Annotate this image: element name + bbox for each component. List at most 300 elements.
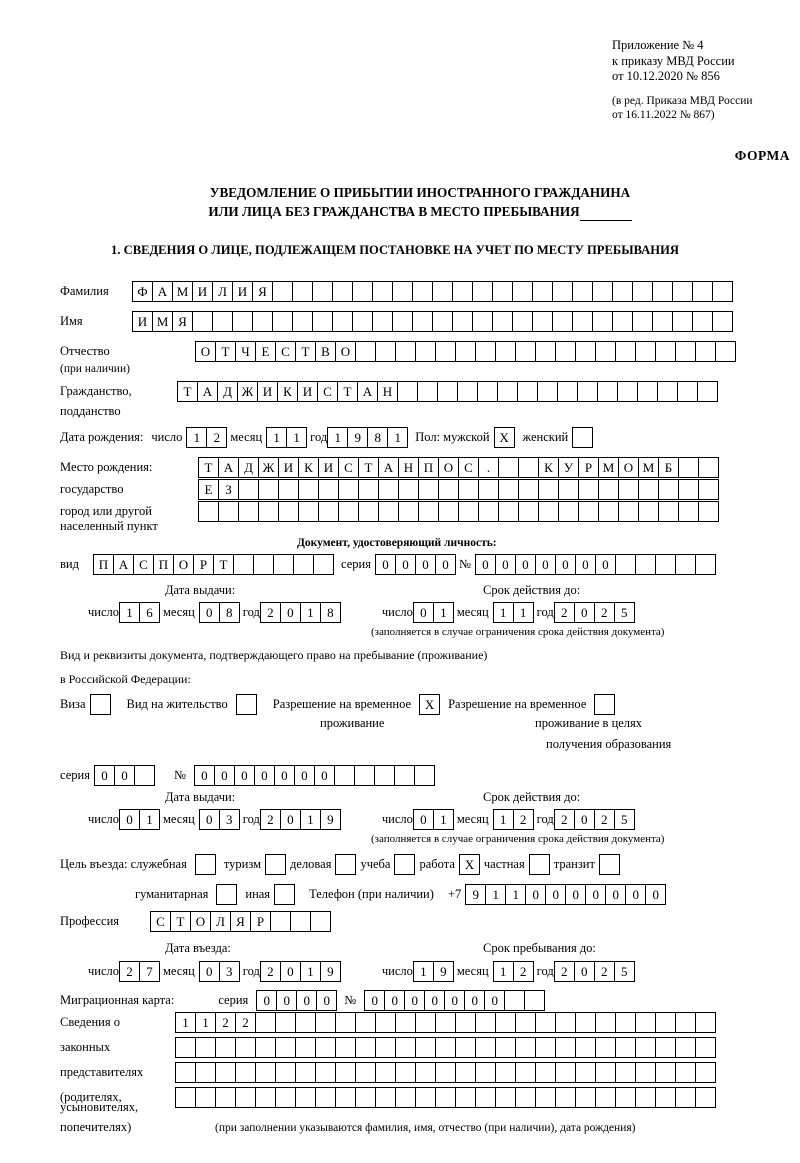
form-cell[interactable]: 5: [614, 602, 635, 623]
form-cell[interactable]: И: [318, 457, 339, 478]
form-cell[interactable]: И: [257, 381, 278, 402]
form-cell[interactable]: О: [335, 341, 356, 362]
form-cell[interactable]: 2: [260, 602, 281, 623]
form-cell[interactable]: 1: [493, 961, 514, 982]
form-cell[interactable]: [235, 1062, 256, 1083]
form-cell[interactable]: 0: [574, 602, 595, 623]
entry-month-cells[interactable]: [199, 961, 239, 982]
legal-rep-cells-row3[interactable]: [175, 1062, 715, 1083]
form-cell[interactable]: [535, 1037, 556, 1058]
form-cell[interactable]: 1: [300, 961, 321, 982]
form-cell[interactable]: [658, 501, 679, 522]
form-cell[interactable]: 0: [645, 884, 666, 905]
form-cell[interactable]: [375, 1062, 396, 1083]
form-cell[interactable]: 2: [594, 602, 615, 623]
form-cell[interactable]: Т: [170, 911, 191, 932]
form-cell[interactable]: [335, 1012, 356, 1033]
form-cell[interactable]: [472, 311, 493, 332]
stay-month-cells[interactable]: [493, 961, 533, 982]
name-cells[interactable]: [132, 311, 732, 332]
form-cell[interactable]: [415, 341, 436, 362]
form-cell[interactable]: Р: [250, 911, 271, 932]
form-cell[interactable]: 2: [554, 602, 575, 623]
form-cell[interactable]: [632, 281, 653, 302]
form-cell[interactable]: 2: [119, 961, 140, 982]
form-cell[interactable]: 0: [435, 554, 456, 575]
form-cell[interactable]: [175, 1087, 196, 1108]
form-cell[interactable]: [278, 501, 299, 522]
form-cell[interactable]: О: [438, 457, 459, 478]
form-cell[interactable]: [598, 479, 619, 500]
form-cell[interactable]: Т: [215, 341, 236, 362]
form-cell[interactable]: [215, 1087, 236, 1108]
form-cell[interactable]: [698, 479, 719, 500]
checkbox-purpose-business[interactable]: [335, 854, 356, 875]
form-cell[interactable]: [592, 281, 613, 302]
form-cell[interactable]: Д: [217, 381, 238, 402]
form-cell[interactable]: 5: [614, 961, 635, 982]
form-cell[interactable]: [438, 479, 459, 500]
form-cell[interactable]: Ч: [235, 341, 256, 362]
form-cell[interactable]: [253, 554, 274, 575]
form-cell[interactable]: [475, 1062, 496, 1083]
form-cell[interactable]: 0: [565, 884, 586, 905]
citizenship-cells[interactable]: [177, 381, 717, 402]
doc-issue-month-cells[interactable]: [199, 602, 239, 623]
birthplace-cells-row2[interactable]: [198, 479, 718, 500]
permit-series-cells[interactable]: [94, 765, 154, 786]
permit-issue-year-cells[interactable]: [260, 809, 340, 830]
form-cell[interactable]: [695, 341, 716, 362]
form-cell[interactable]: [635, 341, 656, 362]
form-cell[interactable]: М: [172, 281, 193, 302]
form-cell[interactable]: [275, 1037, 296, 1058]
form-cell[interactable]: [652, 311, 673, 332]
form-cell[interactable]: Т: [177, 381, 198, 402]
form-cell[interactable]: [698, 501, 719, 522]
form-cell[interactable]: И: [132, 311, 153, 332]
stay-day-cells[interactable]: [413, 961, 453, 982]
form-cell[interactable]: [252, 311, 273, 332]
form-cell[interactable]: [655, 554, 676, 575]
form-cell[interactable]: [678, 501, 699, 522]
phone-cells[interactable]: [465, 884, 665, 905]
form-cell[interactable]: [295, 1062, 316, 1083]
form-cell[interactable]: [577, 381, 598, 402]
form-cell[interactable]: [532, 311, 553, 332]
form-cell[interactable]: [675, 1037, 696, 1058]
checkbox-purpose-humanitarian[interactable]: [216, 884, 237, 905]
form-cell[interactable]: [375, 1087, 396, 1108]
birth-day-cells[interactable]: [186, 427, 226, 448]
form-cell[interactable]: 1: [266, 427, 287, 448]
form-cell[interactable]: З: [218, 479, 239, 500]
form-cell[interactable]: 1: [493, 602, 514, 623]
birthplace-cells-row3[interactable]: [198, 501, 718, 522]
form-cell[interactable]: [435, 1062, 456, 1083]
form-cell[interactable]: [415, 1012, 436, 1033]
form-cell[interactable]: [518, 479, 539, 500]
checkbox-female[interactable]: [572, 427, 593, 448]
form-cell[interactable]: [332, 311, 353, 332]
legal-rep-cells-row2[interactable]: [175, 1037, 715, 1058]
form-cell[interactable]: [595, 1087, 616, 1108]
form-cell[interactable]: Н: [377, 381, 398, 402]
form-cell[interactable]: [595, 1037, 616, 1058]
checkbox-purpose-other[interactable]: [274, 884, 295, 905]
form-cell[interactable]: [437, 381, 458, 402]
doc-number-cells[interactable]: [475, 554, 715, 575]
form-cell[interactable]: [555, 1012, 576, 1033]
form-cell[interactable]: [495, 1062, 516, 1083]
form-cell[interactable]: 9: [320, 809, 341, 830]
form-cell[interactable]: И: [192, 281, 213, 302]
form-cell[interactable]: [292, 281, 313, 302]
form-cell[interactable]: 0: [375, 554, 396, 575]
form-cell[interactable]: 0: [484, 990, 505, 1011]
form-cell[interactable]: К: [298, 457, 319, 478]
form-cell[interactable]: [657, 381, 678, 402]
form-cell[interactable]: 0: [395, 554, 416, 575]
form-cell[interactable]: [655, 1087, 676, 1108]
form-cell[interactable]: [615, 1062, 636, 1083]
form-cell[interactable]: 5: [614, 809, 635, 830]
form-cell[interactable]: 0: [199, 602, 220, 623]
form-cell[interactable]: [518, 501, 539, 522]
form-cell[interactable]: [332, 281, 353, 302]
form-cell[interactable]: Е: [198, 479, 219, 500]
form-cell[interactable]: [572, 281, 593, 302]
form-cell[interactable]: 1: [286, 427, 307, 448]
form-cell[interactable]: [677, 381, 698, 402]
form-cell[interactable]: И: [278, 457, 299, 478]
form-cell[interactable]: [395, 1087, 416, 1108]
form-cell[interactable]: [318, 479, 339, 500]
form-cell[interactable]: [555, 1037, 576, 1058]
form-cell[interactable]: [374, 765, 395, 786]
stay-year-cells[interactable]: [554, 961, 634, 982]
form-cell[interactable]: [672, 311, 693, 332]
form-cell[interactable]: [432, 311, 453, 332]
form-cell[interactable]: 2: [513, 809, 534, 830]
form-cell[interactable]: [515, 1037, 536, 1058]
form-cell[interactable]: [595, 1062, 616, 1083]
form-cell[interactable]: [232, 311, 253, 332]
form-cell[interactable]: О: [618, 457, 639, 478]
form-cell[interactable]: [612, 281, 633, 302]
mcard-number-cells[interactable]: [364, 990, 544, 1011]
form-cell[interactable]: [452, 311, 473, 332]
form-cell[interactable]: 0: [274, 765, 295, 786]
form-cell[interactable]: [615, 1012, 636, 1033]
form-cell[interactable]: [638, 501, 659, 522]
form-cell[interactable]: [412, 281, 433, 302]
form-cell[interactable]: [652, 281, 673, 302]
form-cell[interactable]: 0: [413, 602, 434, 623]
form-cell[interactable]: [575, 1037, 596, 1058]
form-cell[interactable]: [392, 281, 413, 302]
form-cell[interactable]: [318, 501, 339, 522]
doc-series-cells[interactable]: [375, 554, 455, 575]
form-cell[interactable]: [555, 341, 576, 362]
form-cell[interactable]: [195, 1037, 216, 1058]
form-cell[interactable]: [295, 1012, 316, 1033]
permit-valid-month-cells[interactable]: [493, 809, 533, 830]
form-cell[interactable]: [492, 311, 513, 332]
form-cell[interactable]: [338, 479, 359, 500]
form-cell[interactable]: 0: [404, 990, 425, 1011]
form-cell[interactable]: [477, 381, 498, 402]
form-cell[interactable]: [475, 1037, 496, 1058]
form-cell[interactable]: 0: [525, 884, 546, 905]
doc-valid-month-cells[interactable]: [493, 602, 533, 623]
checkbox-purpose-transit[interactable]: [599, 854, 620, 875]
form-cell[interactable]: К: [277, 381, 298, 402]
form-cell[interactable]: [578, 479, 599, 500]
form-cell[interactable]: 0: [415, 554, 436, 575]
form-cell[interactable]: [398, 501, 419, 522]
form-cell[interactable]: А: [218, 457, 239, 478]
form-cell[interactable]: [615, 1037, 636, 1058]
form-cell[interactable]: 2: [215, 1012, 236, 1033]
form-cell[interactable]: Т: [213, 554, 234, 575]
form-cell[interactable]: 0: [384, 990, 405, 1011]
form-cell[interactable]: [478, 501, 499, 522]
form-cell[interactable]: [235, 1087, 256, 1108]
form-cell[interactable]: [438, 501, 459, 522]
form-cell[interactable]: [617, 381, 638, 402]
form-cell[interactable]: 0: [280, 809, 301, 830]
form-cell[interactable]: С: [275, 341, 296, 362]
form-cell[interactable]: [218, 501, 239, 522]
form-cell[interactable]: [495, 1087, 516, 1108]
form-cell[interactable]: 0: [585, 884, 606, 905]
form-cell[interactable]: 0: [234, 765, 255, 786]
form-cell[interactable]: [504, 990, 525, 1011]
form-cell[interactable]: М: [152, 311, 173, 332]
form-cell[interactable]: О: [195, 341, 216, 362]
form-cell[interactable]: [355, 1087, 376, 1108]
form-cell[interactable]: 1: [513, 602, 534, 623]
form-cell[interactable]: Ж: [237, 381, 258, 402]
form-cell[interactable]: [615, 554, 636, 575]
form-cell[interactable]: А: [357, 381, 378, 402]
patronymic-cells[interactable]: [195, 341, 735, 362]
form-cell[interactable]: [255, 1012, 276, 1033]
form-cell[interactable]: [475, 1087, 496, 1108]
form-cell[interactable]: 2: [594, 809, 615, 830]
legal-rep-cells-row4[interactable]: [175, 1087, 715, 1108]
form-cell[interactable]: [678, 479, 699, 500]
form-cell[interactable]: [655, 1037, 676, 1058]
form-cell[interactable]: 8: [320, 602, 341, 623]
birth-month-cells[interactable]: [266, 427, 306, 448]
form-cell[interactable]: [538, 501, 559, 522]
checkbox-residence[interactable]: [236, 694, 257, 715]
entry-day-cells[interactable]: [119, 961, 159, 982]
form-cell[interactable]: 2: [260, 809, 281, 830]
form-cell[interactable]: [575, 1087, 596, 1108]
form-cell[interactable]: [635, 1087, 656, 1108]
form-cell[interactable]: 0: [296, 990, 317, 1011]
form-cell[interactable]: [435, 1087, 456, 1108]
form-cell[interactable]: [354, 765, 375, 786]
form-cell[interactable]: [458, 501, 479, 522]
form-cell[interactable]: [537, 381, 558, 402]
form-cell[interactable]: Р: [193, 554, 214, 575]
form-cell[interactable]: [575, 341, 596, 362]
form-cell[interactable]: [352, 281, 373, 302]
form-cell[interactable]: [632, 311, 653, 332]
form-cell[interactable]: 1: [433, 809, 454, 830]
form-cell[interactable]: [495, 1012, 516, 1033]
form-cell[interactable]: [472, 281, 493, 302]
form-cell[interactable]: 0: [314, 765, 335, 786]
form-cell[interactable]: [535, 1087, 556, 1108]
form-cell[interactable]: Ж: [258, 457, 279, 478]
form-cell[interactable]: [675, 1087, 696, 1108]
form-cell[interactable]: [298, 479, 319, 500]
form-cell[interactable]: [352, 311, 373, 332]
form-cell[interactable]: [575, 1012, 596, 1033]
form-cell[interactable]: [175, 1037, 196, 1058]
form-cell[interactable]: [698, 457, 719, 478]
form-cell[interactable]: Ф: [132, 281, 153, 302]
form-cell[interactable]: П: [418, 457, 439, 478]
form-cell[interactable]: 0: [119, 809, 140, 830]
form-cell[interactable]: [215, 1037, 236, 1058]
form-cell[interactable]: [258, 501, 279, 522]
form-cell[interactable]: [658, 479, 679, 500]
form-cell[interactable]: 0: [555, 554, 576, 575]
form-cell[interactable]: [395, 1012, 416, 1033]
form-cell[interactable]: С: [458, 457, 479, 478]
form-cell[interactable]: 0: [114, 765, 135, 786]
mcard-series-cells[interactable]: [256, 990, 336, 1011]
permit-valid-year-cells[interactable]: [554, 809, 634, 830]
form-cell[interactable]: [255, 1087, 276, 1108]
form-cell[interactable]: [637, 381, 658, 402]
form-cell[interactable]: [612, 311, 633, 332]
form-cell[interactable]: [255, 1037, 276, 1058]
checkbox-temp-residence[interactable]: Х: [419, 694, 440, 715]
form-cell[interactable]: [435, 1012, 456, 1033]
form-cell[interactable]: [592, 311, 613, 332]
form-cell[interactable]: 9: [320, 961, 341, 982]
form-cell[interactable]: [498, 501, 519, 522]
form-cell[interactable]: [175, 1062, 196, 1083]
form-cell[interactable]: [695, 554, 716, 575]
form-cell[interactable]: [418, 479, 439, 500]
form-cell[interactable]: 1: [387, 427, 408, 448]
form-cell[interactable]: Н: [398, 457, 419, 478]
form-cell[interactable]: [695, 1087, 716, 1108]
form-cell[interactable]: [293, 554, 314, 575]
form-cell[interactable]: В: [315, 341, 336, 362]
form-cell[interactable]: 8: [219, 602, 240, 623]
form-cell[interactable]: 0: [515, 554, 536, 575]
form-cell[interactable]: 0: [214, 765, 235, 786]
form-cell[interactable]: 2: [554, 961, 575, 982]
form-cell[interactable]: [238, 479, 259, 500]
form-cell[interactable]: [572, 311, 593, 332]
form-cell[interactable]: [275, 1062, 296, 1083]
form-cell[interactable]: [355, 1062, 376, 1083]
form-cell[interactable]: 0: [574, 809, 595, 830]
form-cell[interactable]: [275, 1087, 296, 1108]
form-cell[interactable]: [655, 341, 676, 362]
form-cell[interactable]: [258, 479, 279, 500]
form-cell[interactable]: И: [297, 381, 318, 402]
form-cell[interactable]: 0: [444, 990, 465, 1011]
form-cell[interactable]: 6: [139, 602, 160, 623]
form-cell[interactable]: [535, 341, 556, 362]
form-cell[interactable]: М: [598, 457, 619, 478]
form-cell[interactable]: [518, 457, 539, 478]
form-cell[interactable]: 2: [554, 809, 575, 830]
form-cell[interactable]: [278, 479, 299, 500]
form-cell[interactable]: Я: [252, 281, 273, 302]
form-cell[interactable]: 0: [194, 765, 215, 786]
form-cell[interactable]: [315, 1037, 336, 1058]
form-cell[interactable]: [238, 501, 259, 522]
form-cell[interactable]: [275, 1012, 296, 1033]
doc-valid-day-cells[interactable]: [413, 602, 453, 623]
form-cell[interactable]: [512, 281, 533, 302]
form-cell[interactable]: А: [197, 381, 218, 402]
form-cell[interactable]: [295, 1037, 316, 1058]
form-cell[interactable]: [435, 1037, 456, 1058]
form-cell[interactable]: 0: [280, 602, 301, 623]
form-cell[interactable]: [295, 1087, 316, 1108]
form-cell[interactable]: 3: [219, 961, 240, 982]
doc-issue-day-cells[interactable]: [119, 602, 159, 623]
permit-number-cells[interactable]: [194, 765, 434, 786]
form-cell[interactable]: 0: [475, 554, 496, 575]
form-cell[interactable]: И: [232, 281, 253, 302]
form-cell[interactable]: [635, 1062, 656, 1083]
form-cell[interactable]: [618, 501, 639, 522]
form-cell[interactable]: [355, 1037, 376, 1058]
form-cell[interactable]: [198, 501, 219, 522]
form-cell[interactable]: К: [538, 457, 559, 478]
form-cell[interactable]: 0: [256, 990, 277, 1011]
form-cell[interactable]: 0: [595, 554, 616, 575]
form-cell[interactable]: [375, 1037, 396, 1058]
form-cell[interactable]: 0: [276, 990, 297, 1011]
form-cell[interactable]: 1: [175, 1012, 196, 1033]
form-cell[interactable]: [315, 1012, 336, 1033]
form-cell[interactable]: Л: [210, 911, 231, 932]
form-cell[interactable]: [312, 311, 333, 332]
birthplace-cells-row1[interactable]: [198, 457, 718, 478]
form-cell[interactable]: 0: [413, 809, 434, 830]
permit-valid-day-cells[interactable]: [413, 809, 453, 830]
form-cell[interactable]: [515, 1087, 536, 1108]
form-cell[interactable]: 0: [316, 990, 337, 1011]
form-cell[interactable]: 1: [300, 602, 321, 623]
form-cell[interactable]: 0: [280, 961, 301, 982]
form-cell[interactable]: [192, 311, 213, 332]
form-cell[interactable]: [535, 1012, 556, 1033]
form-cell[interactable]: [497, 381, 518, 402]
form-cell[interactable]: [695, 1062, 716, 1083]
form-cell[interactable]: [595, 341, 616, 362]
form-cell[interactable]: М: [638, 457, 659, 478]
form-cell[interactable]: [272, 281, 293, 302]
form-cell[interactable]: 2: [513, 961, 534, 982]
form-cell[interactable]: [355, 1012, 376, 1033]
